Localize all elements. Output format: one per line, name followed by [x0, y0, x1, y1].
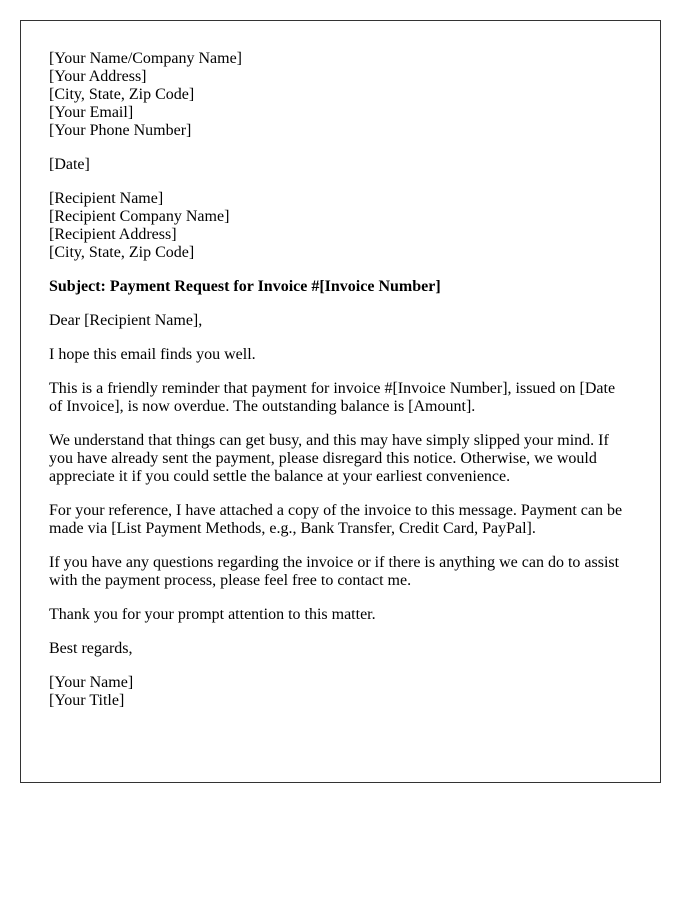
recipient-name: [Recipient Name] — [49, 190, 164, 207]
recipient-block — [49, 190, 632, 262]
greeting: Dear [Recipient Name], — [49, 312, 203, 329]
recipient-address: [Recipient Address] — [49, 226, 177, 243]
signature-block — [49, 674, 632, 710]
sender-address: [Your Address] — [49, 68, 147, 85]
paragraph: Thank you for your prompt attention to this matter. — [49, 606, 376, 623]
signature-title: [Your Title] — [49, 692, 125, 709]
paragraph: If you have any questions regarding the invoice or if there is anything we can do to assist with the payment process, please feel free to contact me. — [49, 554, 620, 589]
closing: Best regards, — [49, 640, 133, 657]
paragraph: For your reference, I have attached a copy of the invoice to this message. Payment can be made via [List Payment Methods, e.g., Bank Transfer, Credit Card, PayPal]. — [49, 502, 623, 537]
sender-phone: [Your Phone Number] — [49, 122, 192, 139]
signature-name: [Your Name] — [49, 674, 134, 691]
subject-line: Subject: Payment Request for Invoice #[Invoice Number] — [49, 278, 441, 295]
sender-name: [Your Name/Company Name] — [49, 50, 243, 67]
sender-email: [Your Email] — [49, 104, 134, 121]
date: [Date] — [49, 156, 90, 173]
sender-block — [49, 50, 632, 140]
sender-city: [City, State, Zip Code] — [49, 86, 195, 103]
letter — [20, 20, 661, 783]
paragraph: This is a friendly reminder that payment for invoice #[Invoice Number], issued on [Date of Invoice], is now overdue. The outstanding balance is [Amount]. — [49, 380, 616, 415]
recipient-city: [City, State, Zip Code] — [49, 244, 195, 261]
paragraph: I hope this email finds you well. — [49, 346, 256, 363]
recipient-company: [Recipient Company Name] — [49, 208, 230, 225]
paragraph: We understand that things can get busy, and this may have simply slipped your mind. If you have already sent the payment, please disregard this notice. Otherwise, we would appreciate it if you could settle the balance at your earliest convenience. — [49, 432, 609, 485]
